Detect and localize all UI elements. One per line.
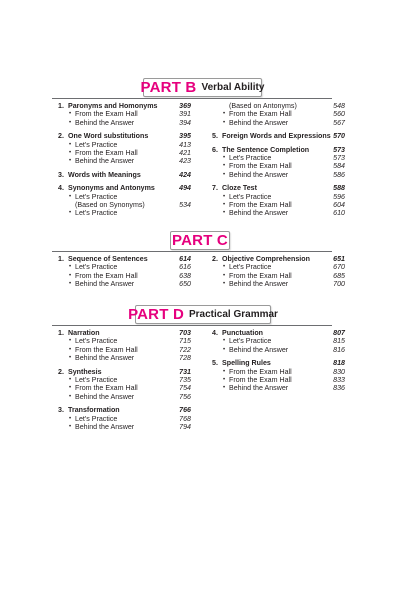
toc-entry-title: Punctuation xyxy=(222,329,263,337)
toc-subentry-title: From the Exam Hall xyxy=(75,345,138,354)
part-c-rule xyxy=(52,251,332,252)
toc-subentry-page: 423 xyxy=(179,157,191,166)
toc-subentry-page: 768 xyxy=(179,414,191,423)
bullet-icon: • xyxy=(223,346,226,353)
toc-subentry-page: 394 xyxy=(179,118,191,127)
toc-subentry xyxy=(212,376,345,384)
toc-subentry-title: From the Exam Hall xyxy=(229,200,292,209)
toc-subentry xyxy=(58,415,191,423)
toc-subentry-title: Let's Practice xyxy=(75,375,118,384)
toc-subentry-page: 756 xyxy=(179,392,191,401)
toc-subentry-page: 830 xyxy=(333,367,345,376)
toc-subentry-page: 560 xyxy=(333,110,345,119)
toc-entry-number: 7. xyxy=(212,184,218,193)
toc-subentry xyxy=(212,201,345,209)
toc-entry-title: Objective Comprehension xyxy=(222,255,310,263)
toc-subentry xyxy=(58,376,191,384)
toc-subentry-page: 596 xyxy=(333,192,345,201)
toc-entry xyxy=(212,132,345,140)
toc-entry-number: 1. xyxy=(58,329,64,337)
toc-subentry-title: Let's Practice xyxy=(75,263,118,272)
toc-subentry-page: 604 xyxy=(333,200,345,209)
toc-entry-number: 4. xyxy=(58,184,64,193)
toc-subentry xyxy=(58,110,191,118)
toc-entry-number: 5. xyxy=(212,132,218,141)
toc-entry xyxy=(212,329,345,337)
toc-subentry-page: 816 xyxy=(333,345,345,354)
toc-subentry xyxy=(212,337,345,345)
toc-subentry xyxy=(58,337,191,345)
bullet-icon: • xyxy=(223,193,226,200)
toc-subentry-title: Behind the Answer xyxy=(229,209,289,218)
toc-subentry-title: Let's Practice xyxy=(229,153,272,162)
toc-subentry xyxy=(58,393,191,401)
toc-subentry-title: Behind the Answer xyxy=(229,118,289,127)
toc-entry xyxy=(58,406,191,414)
toc-subentry xyxy=(212,193,345,201)
bullet-icon: • xyxy=(69,423,72,430)
toc-subentry-title: Behind the Answer xyxy=(229,384,289,393)
toc-entry-title: Transformation xyxy=(68,406,120,415)
toc-subentry-title: Behind the Answer xyxy=(75,392,135,401)
bullet-icon: • xyxy=(69,141,72,148)
toc-entry xyxy=(212,146,345,154)
toc-entry-number: 4. xyxy=(212,329,218,337)
part-c-header xyxy=(170,231,230,250)
toc-entry xyxy=(58,368,191,376)
toc-subentry-page: 616 xyxy=(179,263,191,272)
toc-entry-page: 395 xyxy=(179,132,191,141)
toc-entry-page: 818 xyxy=(333,359,345,368)
toc-subentry xyxy=(58,201,191,209)
part-c-left-column xyxy=(58,255,191,289)
toc-entry xyxy=(212,255,345,263)
toc-subentry-title: Let's Practice xyxy=(229,192,272,201)
toc-subentry xyxy=(58,193,191,201)
toc-subentry xyxy=(212,346,345,354)
toc-subentry xyxy=(212,171,345,179)
toc-entry-title: Paronyms and Homonyms xyxy=(68,102,158,110)
toc-subentry-title: From the Exam Hall xyxy=(75,384,138,393)
part-c-right-column xyxy=(212,255,345,289)
toc-subentry-page: 670 xyxy=(333,263,345,272)
bullet-icon: • xyxy=(69,193,72,200)
toc-subentry-title: From the Exam Hall xyxy=(75,148,138,157)
toc-subentry xyxy=(58,119,191,127)
toc-entry-page: 614 xyxy=(179,255,191,263)
toc-subentry-page: 650 xyxy=(179,280,191,289)
toc-subentry-title: Let's Practice xyxy=(229,337,272,346)
part-c-label: PART C xyxy=(172,232,228,249)
bullet-icon: • xyxy=(69,393,72,400)
bullet-icon: • xyxy=(223,264,226,271)
bullet-icon: • xyxy=(69,264,72,271)
bullet-icon: • xyxy=(223,368,226,375)
bullet-icon: • xyxy=(69,355,72,362)
toc-continued-row xyxy=(212,110,345,118)
toc-subentry-title: From the Exam Hall xyxy=(229,110,292,119)
toc-entry-number: 2. xyxy=(58,132,64,141)
bullet-icon: • xyxy=(223,171,226,178)
bullet-icon: • xyxy=(223,111,226,118)
part-b-header xyxy=(140,78,265,97)
bullet-icon: • xyxy=(223,119,226,126)
part-d-rule xyxy=(52,325,332,326)
toc-entry xyxy=(212,184,345,192)
toc-subentry-page: 836 xyxy=(333,384,345,393)
toc-entry-title: One Word substitutions xyxy=(68,132,149,141)
toc-entry xyxy=(58,102,191,110)
toc-subentry-page: 685 xyxy=(333,271,345,280)
toc-subentry-title: Behind the Answer xyxy=(75,157,135,166)
toc-subentry-title: (Based on Antonyms) xyxy=(229,102,297,110)
toc-subentry xyxy=(58,354,191,362)
toc-subentry-title: Behind the Answer xyxy=(229,280,289,289)
toc-entry-page: 494 xyxy=(179,184,191,193)
toc-subentry-page: 584 xyxy=(333,162,345,171)
toc-subentry-page: 715 xyxy=(179,337,191,346)
toc-subentry xyxy=(58,423,191,431)
toc-subentry-page: 573 xyxy=(333,153,345,162)
toc-entry-number: 3. xyxy=(58,170,64,179)
toc-subentry-title: Behind the Answer xyxy=(75,422,135,431)
toc-entry-title: Synthesis xyxy=(68,367,102,376)
toc-entry xyxy=(58,132,191,140)
toc-entry xyxy=(58,329,191,337)
bullet-icon: • xyxy=(69,385,72,392)
toc-subentry-title: Let's Practice xyxy=(75,140,118,149)
toc-subentry-page: 722 xyxy=(179,345,191,354)
toc-subentry-title: From the Exam Hall xyxy=(229,367,292,376)
toc-subentry xyxy=(212,272,345,280)
toc-entry-number: 1. xyxy=(58,102,64,110)
toc-subentry xyxy=(212,368,345,376)
toc-entry-page: 570 xyxy=(333,132,345,141)
toc-subentry-page: 700 xyxy=(333,280,345,289)
bullet-icon: • xyxy=(223,163,226,170)
toc-subentry-title: Let's Practice xyxy=(75,209,118,218)
toc-entry-title: Words with Meanings xyxy=(68,170,141,179)
toc-subentry xyxy=(58,149,191,157)
toc-entry-page: 424 xyxy=(179,170,191,179)
toc-subentry xyxy=(212,209,345,217)
toc-subentry-page: 534 xyxy=(179,200,191,209)
part-d-right-column xyxy=(212,329,345,393)
toc-entry-page: 573 xyxy=(333,145,345,154)
toc-subentry-title: Let's Practice xyxy=(75,337,118,346)
toc-subentry-title: From the Exam Hall xyxy=(75,110,138,119)
bullet-icon: • xyxy=(69,346,72,353)
toc-subentry-page: 815 xyxy=(333,337,345,346)
toc-subentry-page: 833 xyxy=(333,375,345,384)
toc-subentry-page: 548 xyxy=(333,102,345,110)
toc-entry-title: Cloze Test xyxy=(222,184,257,193)
toc-subentry-page: 735 xyxy=(179,375,191,384)
toc-subentry-title: Behind the Answer xyxy=(75,118,135,127)
toc-subentry-title: Behind the Answer xyxy=(75,354,135,363)
bullet-icon: • xyxy=(223,376,226,383)
toc-subentry xyxy=(58,141,191,149)
toc-subentry xyxy=(212,162,345,170)
toc-entry xyxy=(58,184,191,192)
toc-subentry xyxy=(212,154,345,162)
bullet-icon: • xyxy=(69,119,72,126)
toc-entry-page: 651 xyxy=(333,255,345,263)
toc-subentry-page: 421 xyxy=(179,148,191,157)
toc-subentry-title: Behind the Answer xyxy=(229,345,289,354)
part-d-header xyxy=(128,305,278,324)
bullet-icon: • xyxy=(69,272,72,279)
toc-subentry-page: 586 xyxy=(333,170,345,179)
toc-subentry xyxy=(58,384,191,392)
toc-subentry xyxy=(212,263,345,271)
toc-entry-page: 588 xyxy=(333,184,345,193)
toc-subentry-title: Let's Practice xyxy=(75,192,118,201)
toc-subentry xyxy=(58,263,191,271)
toc-subentry-title: From the Exam Hall xyxy=(229,375,292,384)
toc-subentry xyxy=(58,272,191,280)
toc-entry-title: Synonyms and Antonyms xyxy=(68,184,155,193)
toc-subentry xyxy=(58,157,191,165)
bullet-icon: • xyxy=(223,385,226,392)
toc-continued-row xyxy=(212,102,345,110)
toc-subentry xyxy=(212,280,345,288)
toc-subentry-page: 391 xyxy=(179,110,191,119)
toc-entry xyxy=(58,255,191,263)
bullet-icon: • xyxy=(223,272,226,279)
bullet-icon: • xyxy=(69,376,72,383)
toc-subentry xyxy=(212,384,345,392)
toc-subentry xyxy=(58,209,191,217)
toc-subentry xyxy=(58,346,191,354)
bullet-icon: • xyxy=(223,338,226,345)
toc-subentry-page: 794 xyxy=(179,422,191,431)
toc-subentry-page: 567 xyxy=(333,118,345,127)
bullet-icon: • xyxy=(69,149,72,156)
toc-entry-number: 5. xyxy=(212,359,218,368)
toc-entry-title: The Sentence Completion xyxy=(222,145,310,154)
toc-entry-title: Spelling Rules xyxy=(222,359,271,368)
toc-subentry-title: Behind the Answer xyxy=(75,280,135,289)
bullet-icon: • xyxy=(69,210,72,217)
part-b-label: PART B xyxy=(140,79,197,96)
toc-continued-row xyxy=(212,119,345,127)
bullet-icon: • xyxy=(69,158,72,165)
bullet-icon: • xyxy=(69,415,72,422)
toc-entry-page: 807 xyxy=(333,329,345,337)
toc-subentry-title: Let's Practice xyxy=(229,263,272,272)
part-b-right-column xyxy=(212,102,345,218)
toc-subentry-page: 638 xyxy=(179,271,191,280)
bullet-icon: • xyxy=(223,210,226,217)
toc-subentry-title: Let's Practice xyxy=(75,414,118,423)
toc-subentry-page: 610 xyxy=(333,209,345,218)
toc-entry xyxy=(212,359,345,367)
bullet-icon: • xyxy=(223,154,226,161)
toc-entry-page: 766 xyxy=(179,406,191,415)
toc-entry-number: 1. xyxy=(58,255,64,263)
toc-entry-number: 2. xyxy=(212,255,218,263)
bullet-icon: • xyxy=(69,281,72,288)
toc-subentry-title: From the Exam Hall xyxy=(75,271,138,280)
toc-entry xyxy=(58,171,191,179)
toc-subentry-title: (Based on Synonyms) xyxy=(75,200,145,209)
toc-entry-page: 703 xyxy=(179,329,191,337)
toc-entry-title: Sequence of Sentences xyxy=(68,255,148,263)
toc-subentry-title: Behind the Answer xyxy=(229,170,289,179)
part-d-label: PART D xyxy=(128,306,184,323)
part-b-left-column xyxy=(58,102,191,218)
toc-subentry-title: From the Exam Hall xyxy=(229,162,292,171)
toc-subentry-title: From the Exam Hall xyxy=(229,271,292,280)
part-d-left-column xyxy=(58,329,191,431)
bullet-icon: • xyxy=(223,281,226,288)
toc-entry-number: 6. xyxy=(212,145,218,154)
toc-entry-number: 2. xyxy=(58,367,64,376)
toc-entry-page: 369 xyxy=(179,102,191,110)
toc-entry-number: 3. xyxy=(58,406,64,415)
toc-entry-title: Foreign Words and Expressions xyxy=(222,132,331,141)
toc-subentry-page: 754 xyxy=(179,384,191,393)
part-b-rule xyxy=(52,98,332,99)
bullet-icon: • xyxy=(223,201,226,208)
toc-subentry xyxy=(58,280,191,288)
toc-entry-title: Narration xyxy=(68,329,100,337)
toc-subentry-page: 413 xyxy=(179,140,191,149)
toc-subentry-page: 728 xyxy=(179,354,191,363)
bullet-icon: • xyxy=(69,338,72,345)
part-b-title: Verbal Ability xyxy=(201,82,265,93)
bullet-icon: • xyxy=(69,111,72,118)
part-d-title: Practical Grammar xyxy=(188,309,278,320)
toc-entry-page: 731 xyxy=(179,367,191,376)
